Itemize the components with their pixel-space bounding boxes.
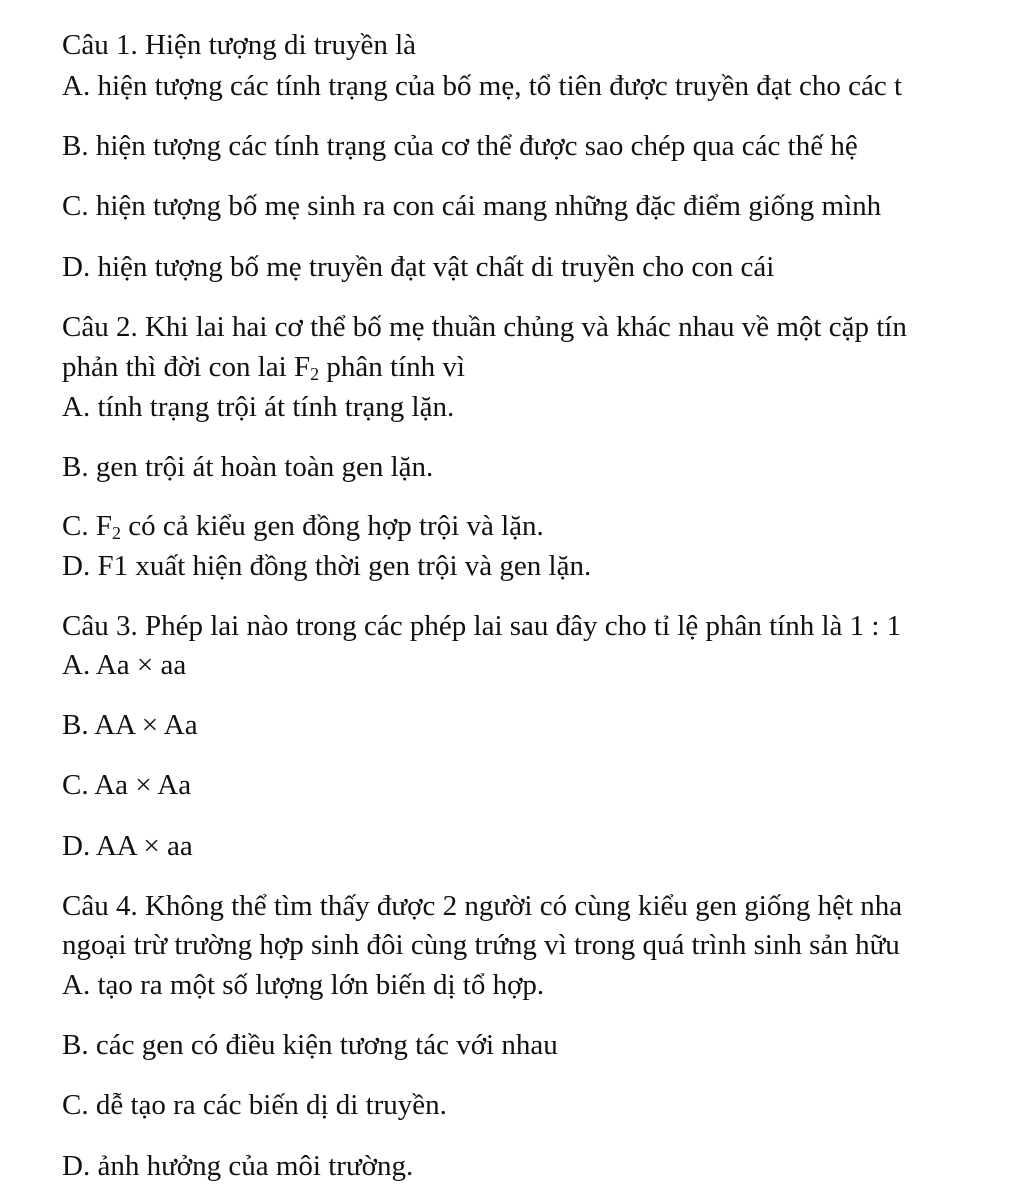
question-4-option-d: D. ảnh hưởng của môi trường. [62,1150,414,1182]
question-3-option-c: C. Aa × Aa [62,769,192,801]
subscript-2: 2 [111,523,121,543]
question-2-option-c-text: C. F [62,510,112,542]
question-2-title-cont-text-end: phân tính vì [319,351,465,383]
question-2-title-cont-text: phản thì đời con lai F [62,351,311,383]
question-1-option-b: B. hiện tượng các tính trạng của cơ thể được sao chép qua các thế hệ [62,130,858,162]
question-1-option-a: A. hiện tượng các tính trạng của bố mẹ, tổ tiên được truyền đạt cho các t [62,70,902,102]
question-1-option-d: D. hiện tượng bố mẹ truyền đạt vật chất di truyền cho con cái [62,251,775,283]
question-1-title: Câu 1. Hiện tượng di truyền là [62,29,417,61]
question-4-title-continued: ngoại trừ trường hợp sinh đôi cùng trứng vì trong quá trình sinh sản hữu [62,929,900,961]
question-2-title: Câu 2. Khi lai hai cơ thể bố mẹ thuần chủng và khác nhau về một cặp tín [62,311,907,343]
question-3-option-b: B. AA × Aa [62,709,198,741]
question-3-option-a: A. Aa × aa [62,649,187,681]
question-4-option-a: A. tạo ra một số lượng lớn biến dị tổ hợp. [62,969,545,1001]
question-3-option-d: D. AA × aa [62,830,193,862]
question-4-option-c: C. dễ tạo ra các biến dị di truyền. [62,1089,447,1121]
subscript-2: 2 [310,364,320,384]
question-4-title: Câu 4. Không thể tìm thấy được 2 người có cùng kiểu gen giống hệt nha [62,890,903,922]
question-2-option-c-text-end: có cả kiểu gen đồng hợp trội và lặn. [120,510,544,542]
question-2-option-c [62,508,544,544]
question-4-option-b: B. các gen có điều kiện tương tác với nhau [62,1029,558,1061]
question-3-title: Câu 3. Phép lai nào trong các phép lai sau đây cho tỉ lệ phân tính là 1 : 1 [62,610,902,642]
question-2-option-b: B. gen trội át hoàn toàn gen lặn. [62,451,434,483]
question-2-option-d: D. F1 xuất hiện đồng thời gen trội và gen lặn. [62,550,592,582]
question-2-option-a: A. tính trạng trội át tính trạng lặn. [62,391,455,423]
question-1-option-c: C. hiện tượng bố mẹ sinh ra con cái mang những đặc điểm giống mình [62,190,882,222]
question-2-title-continued [62,349,465,385]
